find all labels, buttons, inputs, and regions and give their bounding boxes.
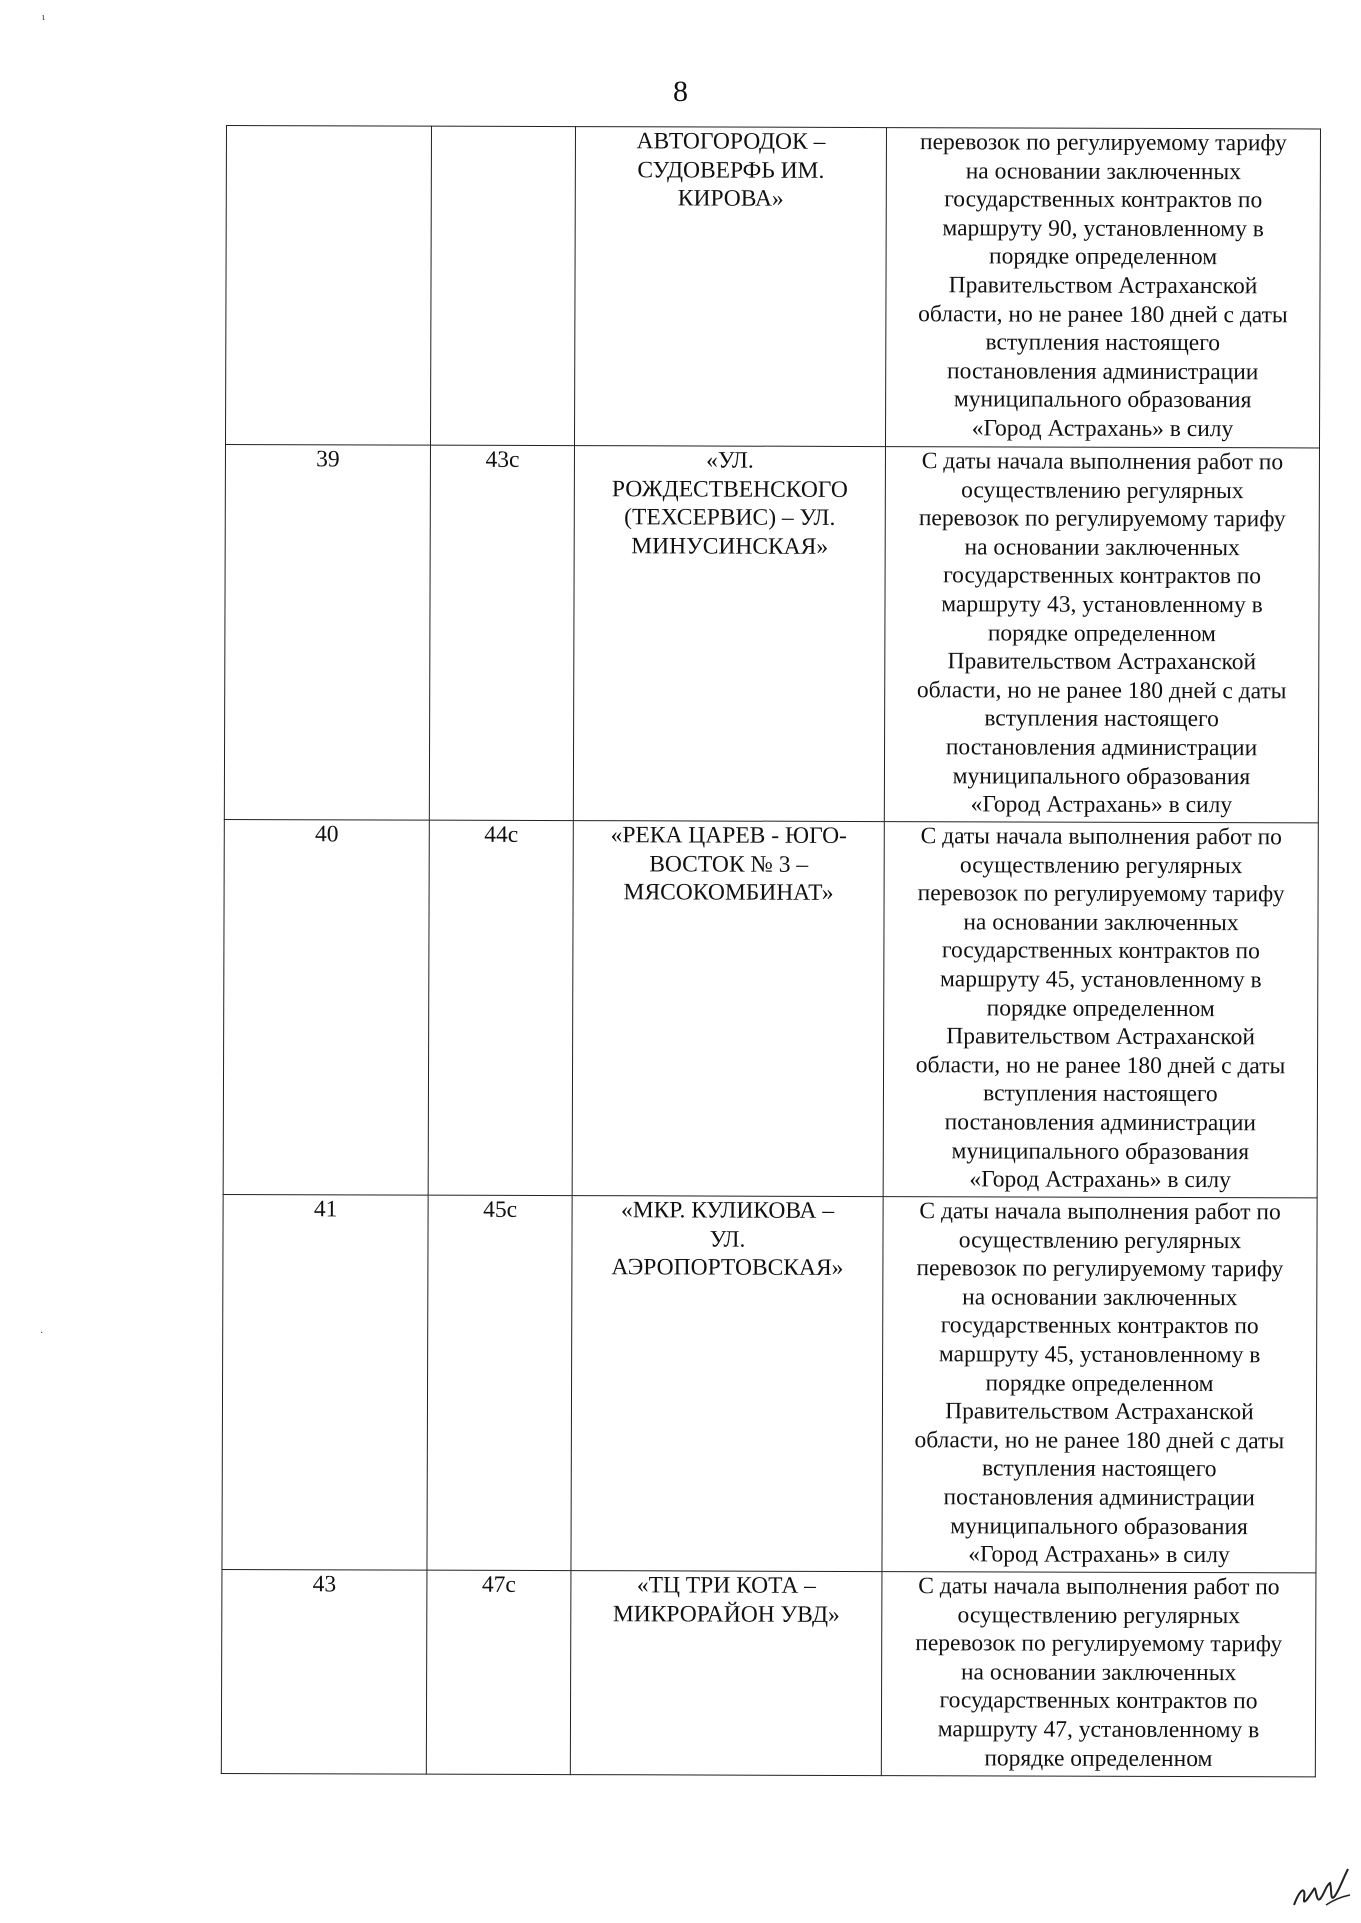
page-number: 8 bbox=[673, 75, 688, 108]
row-number-cell: 41 bbox=[222, 1194, 428, 1570]
route-name-cell: «УЛ. РОЖДЕСТВЕНСКОГО (ТЕХСЕРВИС) – УЛ. МИНУСИНСКАЯ» bbox=[573, 446, 885, 822]
route-name-cell: АВТОГОРОДОК – СУДОВЕРФЬ ИМ. КИРОВА» bbox=[574, 127, 886, 447]
route-terms-cell: С даты начала выполнения работ по осуществлению регулярных перевозок по регулируемому тарифу на основании заключенных государственных контрактов по маршруту 45, установленному в порядке определенном Правительством Астраханской области, но не ранее 180 дней с даты вступления настоящего постановления администрации муниципального образования «Город Астрахань» в силу bbox=[883, 822, 1318, 1198]
route-code-cell bbox=[430, 126, 575, 445]
table-row bbox=[223, 819, 1318, 1197]
table-row bbox=[225, 126, 1320, 448]
table-row bbox=[221, 1569, 1316, 1776]
route-code-cell: 43с bbox=[429, 445, 574, 820]
scan-mark: ι bbox=[42, 12, 45, 23]
routes-table bbox=[221, 125, 1321, 1777]
route-code-cell: 44с bbox=[428, 820, 573, 1195]
route-name-cell: «ТЦ ТРИ КОТА – МИКРОРАЙОН УВД» bbox=[570, 1571, 882, 1776]
route-terms-cell: С даты начала выполнения работ по осуществлению регулярных перевозок по регулируемому тарифу на основании заключенных государственных контрактов по маршруту 43, установленному в порядке определенном Правительством Астраханской области, но не ранее 180 дней с даты вступления настоящего постановления администрации муниципального образования «Город Астрахань» в силу bbox=[884, 447, 1319, 823]
row-number-cell bbox=[225, 126, 431, 446]
scan-mark: · bbox=[40, 1328, 44, 1339]
table-row bbox=[224, 445, 1319, 823]
table-row bbox=[222, 1194, 1317, 1572]
row-number-cell: 39 bbox=[224, 445, 430, 821]
route-terms-cell: перевозок по регулируемому тарифу на основании заключенных государственных контрактов по маршруту 90, установленному в порядке определенном Правительством Астраханской области, но не ранее 180 дней с даты вступления настоящего постановления администрации муниципального образования «Город Астрахань» в силу bbox=[885, 128, 1320, 448]
row-number-cell: 40 bbox=[223, 819, 429, 1195]
route-terms-cell: С даты начала выполнения работ по осуществлению регулярных перевозок по регулируемому тарифу на основании заключенных государственных контрактов по маршруту 45, установленному в порядке определенном Правительством Астраханской области, но не ранее 180 дней с даты вступления настоящего постановления администрации муниципального образования «Город Астрахань» в силу bbox=[882, 1197, 1317, 1573]
route-code-cell: 45с bbox=[427, 1195, 572, 1570]
route-terms-cell: С даты начала выполнения работ по осуществлению регулярных перевозок по регулируемому тарифу на основании заключенных государственных контрактов по маршруту 47, установленному в порядке определенном bbox=[881, 1572, 1316, 1777]
route-name-cell: «РЕКА ЦАРЕВ - ЮГО- ВОСТОК № 3 – МЯСОКОМБИНАТ» bbox=[572, 821, 884, 1197]
row-number-cell: 43 bbox=[221, 1569, 427, 1774]
route-code-cell: 47с bbox=[426, 1570, 571, 1774]
signature-mark bbox=[1290, 1855, 1354, 1915]
route-name-cell: «МКР. КУЛИКОВА – УЛ. АЭРОПОРТОВСКАЯ» bbox=[571, 1196, 883, 1572]
